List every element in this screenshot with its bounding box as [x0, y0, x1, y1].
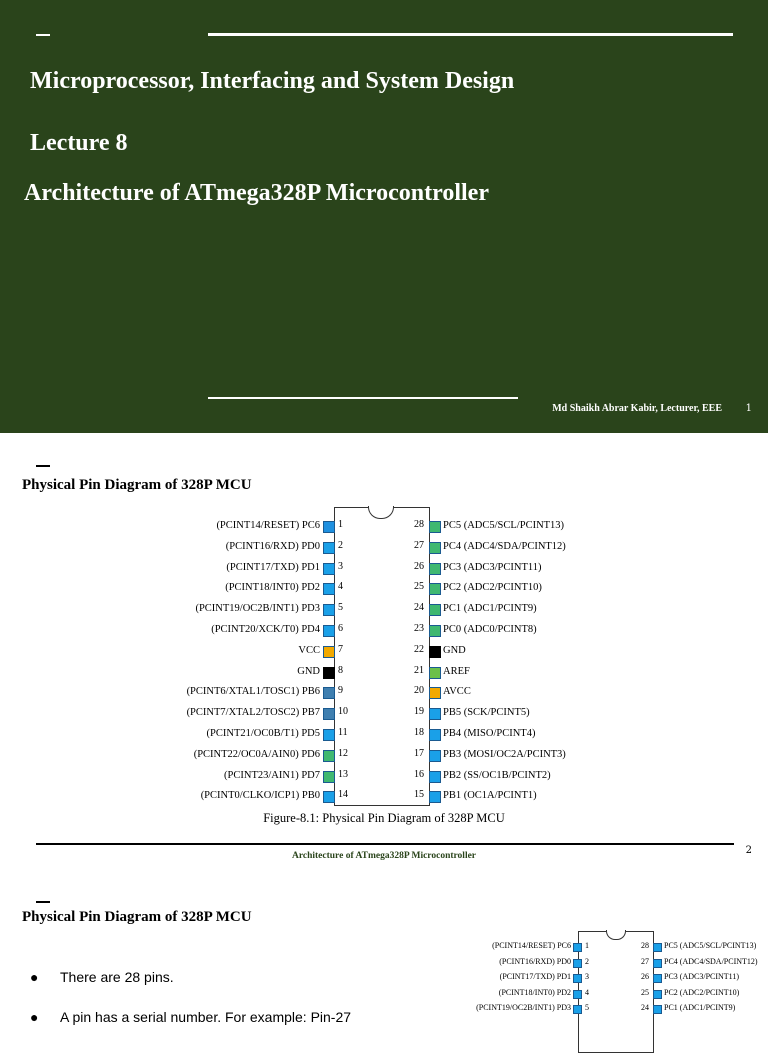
slide-dash [36, 34, 50, 36]
pin-label: (PCINT7/XTAL2/TOSC2) PB7 [186, 707, 320, 719]
pin-label: PC4 (ADC4/SDA/PCINT12) [664, 956, 758, 966]
page-number: 2 [745, 845, 752, 856]
pin-number: 16 [414, 768, 424, 780]
pin-label: (PCINT17/TXD) PD1 [226, 561, 320, 573]
top-rule [208, 33, 733, 36]
pin-number: 25 [414, 581, 424, 593]
pin-number: 10 [338, 706, 348, 718]
pin-number: 5 [585, 1003, 589, 1012]
pin-marker [429, 542, 441, 554]
pin-number: 1 [585, 941, 589, 950]
pin-label: GND [297, 665, 320, 677]
pin-marker [573, 959, 582, 968]
pin-label: PB4 (MISO/PCINT4) [443, 728, 536, 739]
pin-label: PC1 (ADC1/PCINT9) [664, 1003, 736, 1012]
pin-number: 27 [641, 956, 649, 966]
pin-marker [653, 943, 662, 952]
pin-marker [429, 791, 441, 803]
pin-label: PC5 (ADC5/SCL/PCINT13) [443, 520, 565, 531]
slide-footer: Architecture of ATmega328P Microcontroller [291, 851, 477, 861]
pin-marker [323, 750, 335, 762]
pin-marker [573, 974, 582, 983]
pin-number: 27 [414, 539, 424, 551]
pin-number: 19 [414, 706, 424, 718]
pin-marker [429, 708, 441, 720]
pin-number: 28 [641, 941, 649, 950]
pin-marker [429, 604, 441, 616]
pin-marker [429, 771, 441, 783]
pin-number: 12 [338, 747, 348, 759]
pin-number: 4 [338, 581, 343, 593]
slide-subtitle: Architecture of ATmega328P Microcontroller [24, 180, 489, 206]
slide-heading: Physical Pin Diagram of 328P MCU [22, 477, 252, 493]
pin-marker [573, 943, 582, 952]
pin-marker [429, 729, 441, 741]
figure-caption: Figure-8.1: Physical Pin Diagram of 328P MCU [263, 811, 505, 825]
pin-label: (PCINT18/INT0) PD2 [498, 987, 571, 997]
pin-number: 24 [414, 602, 424, 614]
slide-dash [36, 465, 50, 467]
pin-number: 14 [338, 789, 348, 801]
pin-label: (PCINT16/RXD) PD0 [499, 956, 571, 966]
slide-1[interactable] [0, 0, 768, 433]
pin-number: 7 [338, 643, 343, 655]
pin-marker [653, 990, 662, 999]
pin-label: (PCINT18/INT0) PD2 [225, 582, 320, 594]
pin-marker [653, 1005, 662, 1014]
pin-number: 21 [414, 664, 424, 676]
pin-label: (PCINT6/XTAL1/TOSC1) PB6 [186, 686, 320, 698]
pin-label: PB1 (OC1A/PCINT1) [443, 790, 537, 802]
pin-label: (PCINT19/OC2B/INT1) PD3 [476, 1003, 571, 1012]
pin-number: 20 [414, 685, 424, 697]
pin-number: 4 [585, 987, 589, 997]
pin-marker [429, 521, 441, 533]
pin-number: 28 [414, 519, 424, 530]
pin-label: (PCINT23/AIN1) PD7 [224, 769, 320, 781]
pin-number: 2 [585, 956, 589, 966]
pin-label: PB5 (SCK/PCINT5) [443, 707, 530, 719]
pin-label: PB2 (SS/OC1B/PCINT2) [443, 769, 551, 781]
pin-number: 15 [414, 789, 424, 801]
author-credit: Md Shaikh Abrar Kabir, Lecturer, EEE [552, 403, 722, 414]
pin-number: 26 [641, 972, 649, 981]
pin-marker [653, 974, 662, 983]
pin-marker [323, 563, 335, 575]
pin-number: 23 [414, 623, 424, 634]
pin-marker [653, 959, 662, 968]
pin-marker [573, 990, 582, 999]
pin-marker [323, 729, 335, 741]
lecture-number: Lecture 8 [30, 130, 128, 156]
pin-marker [323, 521, 335, 533]
pin-marker [323, 625, 335, 637]
pin-label: PB3 (MOSI/OC2A/PCINT3) [443, 748, 566, 760]
pin-label: PC1 (ADC1/PCINT9) [443, 603, 537, 615]
footer-rule [36, 843, 734, 845]
pin-label: PC3 (ADC3/PCINT11) [664, 972, 740, 981]
pin-number: 18 [414, 727, 424, 738]
pin-number: 26 [414, 560, 424, 572]
pin-number: 13 [338, 768, 348, 780]
list-item-text: There are 28 pins. [60, 969, 174, 985]
pin-marker [429, 750, 441, 762]
pin-label: PC2 (ADC2/PCINT10) [443, 582, 542, 594]
pin-number: 3 [585, 972, 589, 981]
pin-number: 3 [338, 560, 343, 572]
slide-title: Microprocessor, Interfacing and System Design [30, 68, 515, 94]
page-number: 1 [745, 403, 752, 414]
pin-marker [429, 563, 441, 575]
pin-label: (PCINT21/OC0B/T1) PD5 [206, 728, 320, 739]
pin-label: (PCINT0/CLKO/ICP1) PB0 [200, 790, 320, 802]
pin-label: (PCINT14/RESET) PC6 [216, 520, 320, 531]
pin-label: (PCINT20/XCK/T0) PD4 [211, 624, 320, 635]
pin-marker [429, 646, 441, 658]
pin-label: (PCINT14/RESET) PC6 [492, 941, 571, 950]
pin-marker [323, 708, 335, 720]
pin-label: (PCINT17/TXD) PD1 [499, 972, 571, 981]
pin-number: 5 [338, 602, 343, 614]
pin-marker [323, 583, 335, 595]
pin-number: 6 [338, 623, 343, 634]
pin-label: (PCINT16/RXD) PD0 [225, 540, 320, 552]
pin-number: 9 [338, 685, 343, 697]
pin-marker [429, 687, 441, 699]
pin-number: 2 [338, 539, 343, 551]
pin-label: (PCINT19/OC2B/INT1) PD3 [195, 603, 320, 615]
pin-marker [429, 667, 441, 679]
pin-number: 11 [338, 727, 348, 738]
pin-marker [323, 687, 335, 699]
pin-marker [323, 542, 335, 554]
bullet-icon: ● [30, 969, 39, 985]
list-item-text: A pin has a serial number. For example: Pin-27 [60, 1009, 352, 1025]
pin-label: PC5 (ADC5/SCL/PCINT13) [664, 941, 757, 950]
pin-label: (PCINT22/OC0A/AIN0) PD6 [193, 748, 320, 760]
pin-label: AREF [443, 665, 470, 677]
pin-label: PC4 (ADC4/SDA/PCINT12) [443, 540, 566, 552]
pin-marker [323, 771, 335, 783]
pin-number: 24 [641, 1003, 649, 1012]
bullet-icon: ● [30, 1009, 39, 1025]
slide-2[interactable] [0, 433, 768, 873]
slide-dash [36, 901, 50, 903]
pin-number: 8 [338, 664, 343, 676]
pin-marker [323, 646, 335, 658]
pin-marker [573, 1005, 582, 1014]
slide-heading: Physical Pin Diagram of 328P MCU [22, 909, 252, 925]
pin-marker [429, 625, 441, 637]
pin-number: 25 [641, 987, 649, 997]
pin-label: PC3 (ADC3/PCINT11) [443, 561, 542, 573]
pin-label: AVCC [443, 686, 471, 698]
slide-3[interactable] [0, 873, 768, 1024]
pin-marker [323, 604, 335, 616]
pin-marker [323, 791, 335, 803]
pin-label: GND [443, 644, 466, 656]
pin-marker [429, 583, 441, 595]
pin-marker [323, 667, 335, 679]
pin-label: VCC [298, 644, 320, 656]
bottom-rule [208, 397, 518, 399]
chip-body [334, 507, 430, 806]
pin-number: 22 [414, 643, 424, 655]
pin-number: 17 [414, 747, 424, 759]
pin-label: PC0 (ADC0/PCINT8) [443, 624, 537, 635]
pin-number: 1 [338, 519, 343, 530]
pin-label: PC2 (ADC2/PCINT10) [664, 987, 740, 997]
